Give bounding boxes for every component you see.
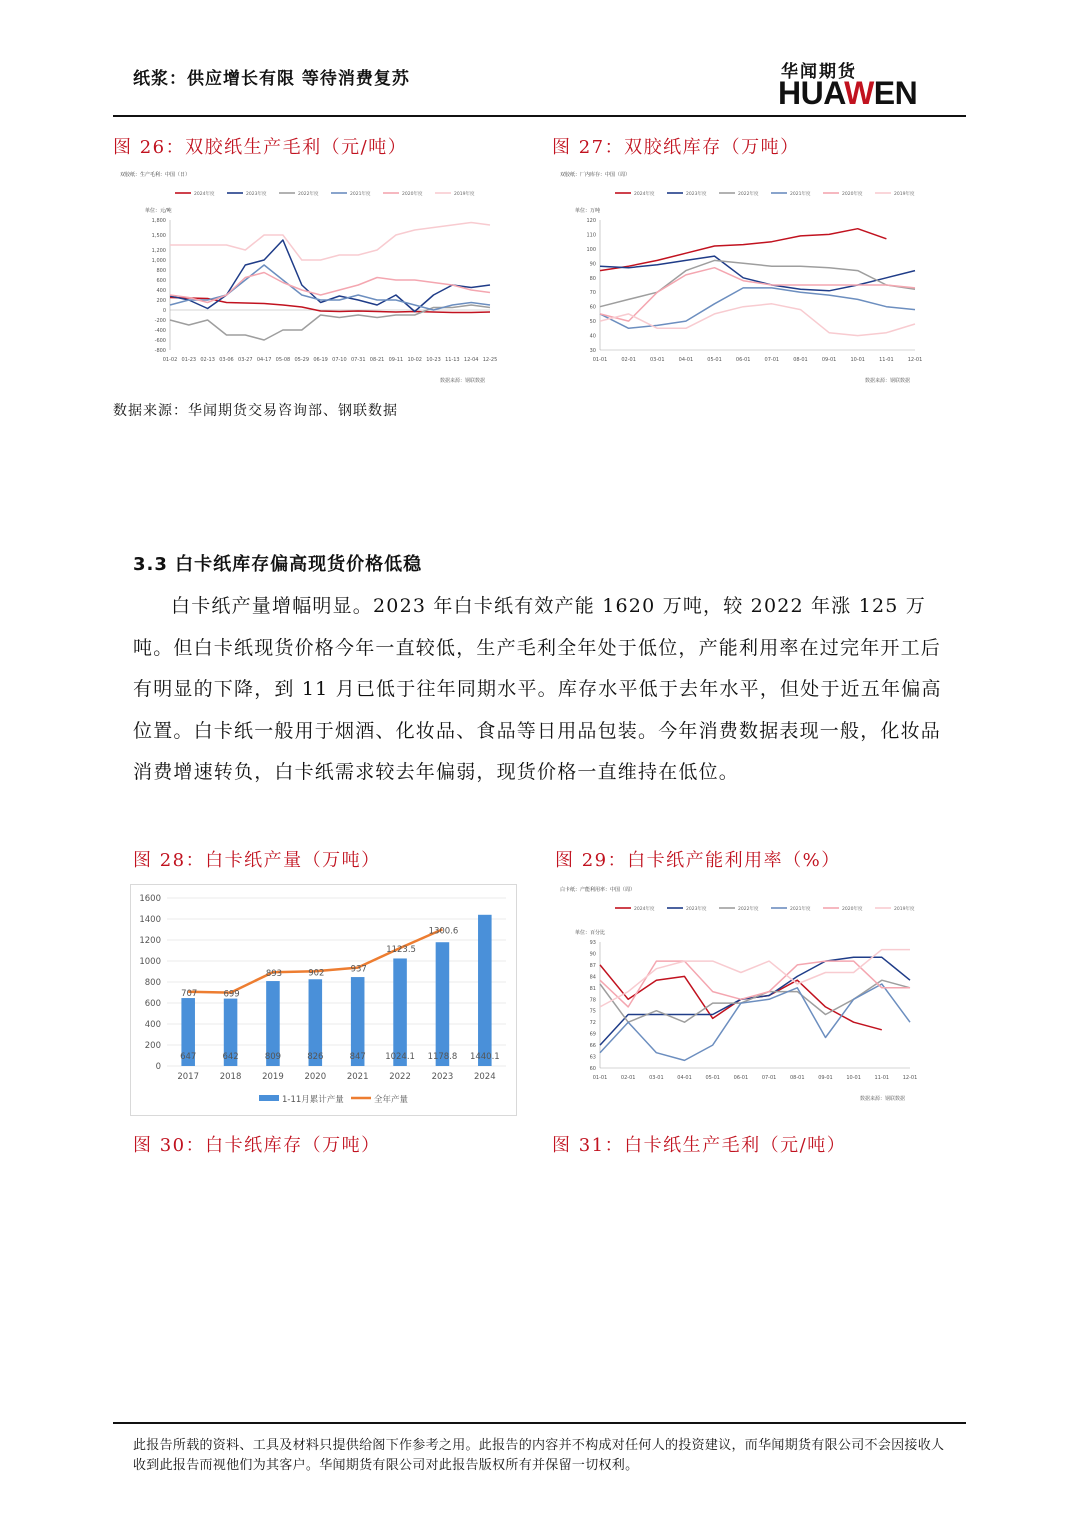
fig27-x-tick-1: 02-01 xyxy=(621,357,636,363)
fig26-x-tick-2: 02-13 xyxy=(200,357,215,363)
fig28-x-tick-7: 2024 xyxy=(473,1072,496,1082)
logo-en-text: HUAWEN xyxy=(778,75,918,111)
fig29-source: 数据来源：钢联数据 xyxy=(860,1096,906,1102)
fig28-x-tick-3: 2020 xyxy=(304,1072,327,1082)
fig29-legend-label-1: 2023年度 xyxy=(686,907,707,912)
fig29-y-tick-7: 72 xyxy=(589,1020,596,1027)
fig28-line-label-3: 902 xyxy=(308,968,325,979)
fig29-x-tick-10: 11-01 xyxy=(874,1075,890,1081)
fig27-title: 图 27：双胶纸库存（万吨） xyxy=(552,137,800,158)
fig26-x-tick-1: 01-23 xyxy=(181,357,197,363)
fig28-x-tick-0: 2017 xyxy=(177,1072,200,1082)
fig26-series-line-5 xyxy=(170,223,490,261)
fig28-title: 图 28：白卡纸产量（万吨） xyxy=(133,850,381,871)
fig27-x-tick-2: 03-01 xyxy=(650,357,665,363)
fig27-y-tick-6: 60 xyxy=(589,304,596,311)
fig26-x-tick-3: 03-06 xyxy=(219,357,234,363)
fig28-bar-label-5: 1024.1 xyxy=(385,1052,415,1062)
section-paragraph: 白卡纸产量增幅明显。2023 年白卡纸有效产能 1620 万吨，较 2022 年涨 125 万吨。但白卡纸现货价格今年一直较低，生产毛利全年处于低位，产能利用率在过完年开工后有明显的下降，到 11 月已低于往年同期水平。库存水平低于去年水平，但处于近五年偏高位置。白卡纸一般用于烟酒、化妆品、食品等日用品包装。今年消费数据表现一般，化妆品消费增速转负，白卡纸需求较去年偏弱，现货价格一直维持在低位。 xyxy=(133,595,942,783)
fig26-y-tick-8: 0 xyxy=(162,308,166,314)
fig26-y-tick-9: -200 xyxy=(154,318,166,324)
fig28-bar-label-6: 1178.8 xyxy=(427,1052,458,1062)
fig28-bar-label-3: 826 xyxy=(307,1052,324,1062)
fig26-legend-label-4: 2020年度 xyxy=(402,192,423,197)
fig29-y-tick-10: 63 xyxy=(589,1054,596,1061)
fig26-chart-title: 双胶纸：生产毛利：中国（日） xyxy=(120,172,191,178)
fig27-y-tick-4: 80 xyxy=(589,275,596,282)
fig26-x-tick-15: 11-13 xyxy=(445,357,460,363)
fig29-y-tick-9: 66 xyxy=(589,1043,596,1050)
fig29-x-tick-4: 05-01 xyxy=(705,1075,720,1081)
fig29-legend-label-5: 2019年度 xyxy=(894,907,915,912)
fig29-unit-label: 单位：百分比 xyxy=(575,930,606,936)
fig26-y-tick-4: 800 xyxy=(156,268,166,274)
fig26-y-tick-2: 1,200 xyxy=(151,248,166,254)
fig26-legend-label-0: 2024年度 xyxy=(194,192,215,197)
fig28-y-tick-2: 1200 xyxy=(139,936,161,946)
footer-rule xyxy=(113,1422,966,1424)
fig26-chart xyxy=(115,165,515,385)
fig29-x-tick-9: 10-01 xyxy=(846,1075,861,1081)
fig27-x-tick-11: 12-01 xyxy=(907,357,923,363)
section-heading: 3.3 白卡纸库存偏高现货价格低稳 xyxy=(133,554,423,575)
fig28-legend-label-1: 全年产量 xyxy=(374,1095,409,1105)
fig29-y-tick-1: 90 xyxy=(589,951,596,958)
fig26-y-tick-1: 1,500 xyxy=(151,233,166,239)
fig28-line-label-2: 893 xyxy=(265,969,283,980)
fig29-legend-label-2: 2022年度 xyxy=(738,907,759,912)
fig28-line-label-1: 699 xyxy=(223,989,240,1000)
fig28-bar-6 xyxy=(436,942,450,1066)
fig28-line-label-4: 937 xyxy=(350,964,367,975)
fig28-bar-label-0: 647 xyxy=(180,1052,197,1062)
fig27-x-tick-5: 06-01 xyxy=(735,357,751,363)
fig27-x-tick-10: 11-01 xyxy=(879,357,894,363)
fig26-legend-label-5: 2019年度 xyxy=(454,192,475,197)
source-note: 数据来源：华闻期货交易咨询部、钢联数据 xyxy=(113,403,398,419)
fig27-legend-label-5: 2019年度 xyxy=(894,192,915,197)
fig27-legend-label-2: 2022年度 xyxy=(738,192,759,197)
fig26-x-tick-6: 05-08 xyxy=(275,357,291,363)
fig26-x-tick-17: 12-25 xyxy=(482,357,498,363)
fig26-legend-label-2: 2022年度 xyxy=(298,192,319,197)
fig27-x-tick-7: 08-01 xyxy=(793,357,808,363)
fig26-x-tick-9: 07-10 xyxy=(332,357,347,363)
fig26-unit-label: 单位：元/吨 xyxy=(145,208,172,214)
fig28-bar-5 xyxy=(393,958,407,1066)
fig27-legend-label-3: 2021年度 xyxy=(790,192,811,197)
fig27-y-tick-5: 70 xyxy=(589,290,596,297)
fig29-x-tick-7: 08-01 xyxy=(790,1075,805,1081)
fig29-x-tick-5: 06-01 xyxy=(733,1075,749,1081)
fig26-legend-label-3: 2021年度 xyxy=(350,192,371,197)
fig27-series-line-5 xyxy=(600,304,915,336)
fig27-y-tick-0: 120 xyxy=(586,218,596,224)
fig29-x-tick-6: 07-01 xyxy=(761,1075,777,1081)
fig28-x-tick-1: 2018 xyxy=(219,1072,242,1082)
fig29-legend-label-4: 2020年度 xyxy=(842,907,863,912)
fig26-y-tick-3: 1,000 xyxy=(151,258,166,264)
fig27-y-tick-1: 110 xyxy=(586,232,596,239)
disclaimer: 此报告所载的资料、工具及材料只提供给阁下作参考之用。此报告的内容并不构成对任何人的投资建议，而华闻期货有限公司不会因接收人收到此报告而视他们为其客户。华闻期货有限公司对此报告版权所有并保留一切权利。 xyxy=(133,1438,945,1473)
fig29-y-tick-11: 60 xyxy=(589,1066,596,1072)
fig26-legend-label-1: 2023年度 xyxy=(246,192,267,197)
fig27-source: 数据来源：钢联数据 xyxy=(865,378,911,384)
fig29-x-tick-11: 12-01 xyxy=(902,1075,918,1081)
fig29-legend-label-3: 2021年度 xyxy=(790,907,811,912)
fig27-legend-label-1: 2023年度 xyxy=(686,192,707,197)
fig26-x-tick-10: 07-31 xyxy=(350,357,366,363)
fig27-x-tick-6: 07-01 xyxy=(764,357,780,363)
fig27-legend-label-0: 2024年度 xyxy=(634,192,655,197)
fig26-x-tick-7: 05-29 xyxy=(294,357,310,363)
fig26-x-tick-8: 06-19 xyxy=(313,357,328,363)
fig29-y-tick-4: 81 xyxy=(589,985,596,992)
fig26-y-tick-11: -600 xyxy=(154,338,166,344)
fig26-x-tick-5: 04-17 xyxy=(256,357,272,363)
fig29-series-line-4 xyxy=(600,961,910,1007)
fig26-series-line-1 xyxy=(170,240,490,312)
fig29-x-tick-8: 09-01 xyxy=(818,1075,833,1081)
fig29-x-tick-3: 04-01 xyxy=(677,1075,692,1081)
fig29-y-tick-8: 69 xyxy=(589,1031,596,1038)
fig28-chart xyxy=(130,884,517,1116)
fig28-y-tick-4: 800 xyxy=(144,978,161,988)
fig26-y-tick-7: 200 xyxy=(156,298,166,304)
fig28-y-tick-8: 0 xyxy=(155,1062,161,1072)
fig28-x-tick-2: 2019 xyxy=(262,1072,284,1082)
fig29-y-tick-0: 93 xyxy=(589,940,596,946)
fig29-y-tick-5: 78 xyxy=(589,997,596,1004)
fig27-y-tick-7: 50 xyxy=(589,319,596,326)
fig26-series-line-4 xyxy=(170,273,490,303)
logo-cn-text: 华闻期货 xyxy=(781,62,857,82)
fig28-x-tick-4: 2021 xyxy=(346,1072,369,1082)
fig26-y-tick-10: -400 xyxy=(154,328,166,334)
fig26-y-tick-5: 600 xyxy=(156,278,166,284)
fig26-y-tick-12: -800 xyxy=(154,348,166,354)
fig27-unit-label: 单位：万吨 xyxy=(575,208,601,214)
fig28-y-tick-0: 1600 xyxy=(139,894,161,904)
fig27-x-tick-8: 09-01 xyxy=(821,357,837,363)
report-title: 纸浆：供应增长有限 等待消费复苏 xyxy=(133,69,410,89)
fig28-bar-7 xyxy=(478,915,492,1066)
fig28-x-tick-5: 2022 xyxy=(389,1072,411,1082)
fig27-x-tick-9: 10-01 xyxy=(850,357,865,363)
fig26-source: 数据来源：钢联数据 xyxy=(440,378,486,384)
fig29-x-tick-0: 01-01 xyxy=(592,1075,608,1081)
fig29-x-tick-2: 03-01 xyxy=(649,1075,664,1081)
fig27-series-line-0 xyxy=(600,229,886,271)
fig26-x-tick-11: 08-21 xyxy=(369,357,385,363)
fig27-y-tick-8: 40 xyxy=(589,333,596,340)
fig26-x-tick-16: 12-04 xyxy=(463,357,479,363)
fig27-x-tick-3: 04-01 xyxy=(678,357,694,363)
fig29-y-tick-3: 84 xyxy=(589,974,596,981)
fig29-chart xyxy=(555,880,950,1105)
fig31-title: 图 31：白卡纸生产毛利（元/吨） xyxy=(552,1135,847,1156)
fig26-x-tick-0: 01-02 xyxy=(162,357,178,363)
fig26-x-tick-12: 09-11 xyxy=(388,357,404,363)
fig28-y-tick-6: 400 xyxy=(144,1020,161,1030)
fig28-legend-swatch-0 xyxy=(259,1095,279,1101)
fig29-chart-title: 白卡纸：产能利用率：中国（周） xyxy=(560,887,636,893)
fig26-x-tick-4: 03-27 xyxy=(238,357,253,363)
fig28-legend-label-0: 1-11月累计产量 xyxy=(282,1095,344,1105)
company-logo xyxy=(778,55,953,115)
fig28-line-label-0: 707 xyxy=(181,988,198,999)
fig26-title: 图 26：双胶纸生产毛利（元/吨） xyxy=(113,137,408,158)
fig27-legend-label-4: 2020年度 xyxy=(842,192,863,197)
fig27-chart xyxy=(555,165,955,385)
fig27-chart-title: 双胶纸：厂内库存：中国（周） xyxy=(560,172,631,178)
fig26-x-tick-13: 10-02 xyxy=(407,357,422,363)
fig27-x-tick-4: 05-01 xyxy=(707,357,722,363)
fig27-y-tick-3: 90 xyxy=(589,261,596,268)
fig26-y-tick-6: 400 xyxy=(156,288,166,294)
fig28-y-tick-7: 200 xyxy=(144,1041,161,1051)
fig29-series-line-0 xyxy=(600,965,882,1030)
fig27-x-tick-0: 01-01 xyxy=(592,357,608,363)
fig29-title: 图 29：白卡纸产能利用率（%） xyxy=(555,850,841,871)
fig30-title: 图 30：白卡纸库存（万吨） xyxy=(133,1135,381,1156)
fig29-y-tick-2: 87 xyxy=(589,962,596,969)
fig28-y-tick-3: 1000 xyxy=(139,957,161,967)
fig26-series-line-3 xyxy=(170,265,490,310)
fig28-bar-label-1: 642 xyxy=(222,1052,239,1062)
header-rule xyxy=(113,115,966,117)
fig28-line-label-5: 1123.5 xyxy=(386,945,416,956)
fig28-bar-label-2: 809 xyxy=(264,1052,282,1062)
fig26-y-tick-0: 1,800 xyxy=(151,218,166,224)
fig28-bar-label-7: 1440.1 xyxy=(469,1052,500,1062)
fig29-legend-label-0: 2024年度 xyxy=(634,907,655,912)
fig29-y-tick-6: 75 xyxy=(589,1008,596,1015)
fig28-bar-label-4: 847 xyxy=(349,1052,366,1062)
fig26-x-tick-14: 10-23 xyxy=(426,357,441,363)
fig28-x-tick-6: 2023 xyxy=(431,1072,454,1082)
fig27-y-tick-9: 30 xyxy=(589,348,596,354)
fig28-y-tick-1: 1400 xyxy=(139,915,161,925)
fig28-y-tick-5: 600 xyxy=(144,999,161,1009)
fig28-line-label-6: 1300.6 xyxy=(428,926,459,937)
fig27-y-tick-2: 100 xyxy=(586,246,596,253)
fig29-x-tick-1: 02-01 xyxy=(620,1075,636,1081)
